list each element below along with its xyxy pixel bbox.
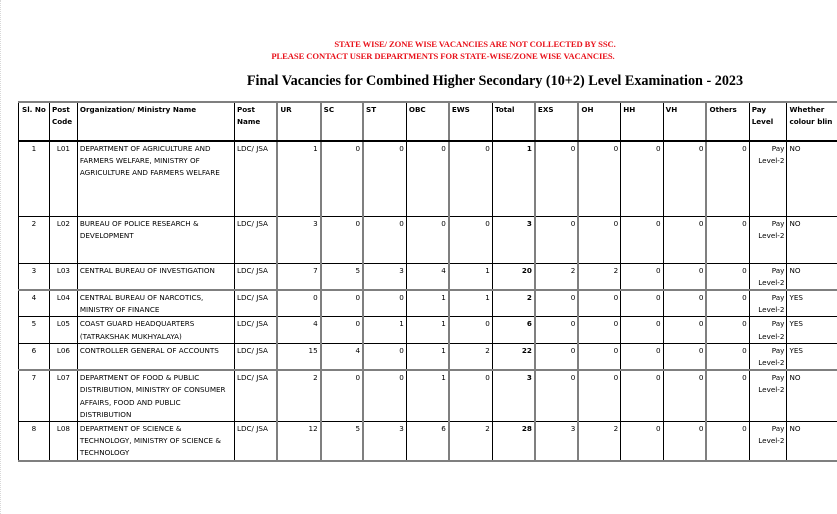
cell-oh: 0 [578, 141, 620, 216]
cell-st: 0 [363, 343, 406, 370]
cell-pay-level: Pay Level-2 [749, 290, 787, 317]
table-row [19, 290, 837, 317]
cell-hh: 0 [621, 343, 663, 370]
cell-organization: DEPARTMENT OF SCIENCE & TECHNOLOGY, MINISTRY OF SCIENCE & TECHNOLOGY [77, 421, 234, 460]
cell-colour-blind: NO [787, 263, 837, 290]
cell-obc: 4 [406, 263, 449, 290]
cell-obc: 1 [406, 343, 449, 370]
cell-ur: 12 [277, 421, 320, 460]
cell-hh: 0 [621, 263, 663, 290]
table-row [19, 421, 837, 460]
cell-obc: 0 [406, 141, 449, 216]
cell-exs: 0 [535, 290, 578, 317]
cell-others: 0 [706, 216, 749, 263]
cell-sc: 0 [321, 141, 363, 216]
header-post-name: Post Name [234, 102, 277, 141]
cell-others: 0 [706, 317, 749, 343]
cell-ews: 2 [449, 343, 493, 370]
cell-total: 22 [492, 343, 535, 370]
cell-post-code: L03 [49, 263, 77, 290]
notice-line-2: PLEASE CONTACT USER DEPARTMENTS FOR STATE-WISE/ZONE WISE VACANCIES. [271, 51, 615, 61]
cell-total: 2 [492, 290, 535, 317]
cell-hh: 0 [621, 141, 663, 216]
cell-post-code: L01 [49, 141, 77, 216]
cell-pay-level: Pay Level-2 [749, 421, 787, 460]
cell-organization: CONTROLLER GENERAL OF ACCOUNTS [77, 343, 234, 370]
cell-colour-blind: NO [787, 141, 837, 216]
cell-sl-no: 5 [19, 317, 50, 343]
cell-hh: 0 [621, 216, 663, 263]
cell-pay-level: Pay Level-2 [749, 141, 787, 216]
cell-obc: 1 [406, 370, 449, 421]
cell-others: 0 [706, 343, 749, 370]
cell-pay-level: Pay Level-2 [749, 263, 787, 290]
cell-ews: 2 [449, 421, 493, 460]
cell-ews: 1 [449, 290, 493, 317]
cell-sc: 4 [321, 343, 363, 370]
cell-others: 0 [706, 263, 749, 290]
cell-vh: 0 [663, 141, 706, 216]
table-row [19, 216, 837, 263]
cell-exs: 2 [535, 263, 578, 290]
cell-obc: 0 [406, 216, 449, 263]
cell-post-code: L06 [49, 343, 77, 370]
cell-hh: 0 [621, 290, 663, 317]
notice-line-1: STATE WISE/ ZONE WISE VACANCIES ARE NOT COLLECTED BY SSC. [334, 39, 616, 49]
cell-total: 3 [492, 216, 535, 263]
cell-vh: 0 [663, 216, 706, 263]
header-oh: OH [578, 102, 620, 141]
header-sc: SC [321, 102, 363, 141]
header-hh: HH [621, 102, 663, 141]
header-st: ST [363, 102, 406, 141]
cell-obc: 1 [406, 317, 449, 343]
cell-sl-no: 7 [19, 370, 50, 421]
cell-pay-level: Pay Level-2 [749, 370, 787, 421]
cell-post-code: L04 [49, 290, 77, 317]
cell-sl-no: 3 [19, 263, 50, 290]
table-row [19, 370, 837, 421]
cell-exs: 0 [535, 343, 578, 370]
cell-others: 0 [706, 141, 749, 216]
header-exs: EXS [535, 102, 578, 141]
cell-st: 3 [363, 263, 406, 290]
cell-vh: 0 [663, 317, 706, 343]
cell-post-code: L07 [49, 370, 77, 421]
table-row [19, 141, 837, 216]
cell-post-name: LDC/ JSA [234, 263, 277, 290]
cell-ur: 4 [277, 317, 320, 343]
cell-sl-no: 8 [19, 421, 50, 460]
cell-others: 0 [706, 421, 749, 460]
cell-post-name: LDC/ JSA [234, 370, 277, 421]
cell-ews: 0 [449, 370, 493, 421]
cell-ews: 0 [449, 216, 493, 263]
cell-organization: CENTRAL BUREAU OF INVESTIGATION [77, 263, 234, 290]
page-edge [0, 0, 3, 514]
cell-exs: 0 [535, 216, 578, 263]
cell-post-name: LDC/ JSA [234, 216, 277, 263]
cell-vh: 0 [663, 343, 706, 370]
cell-sc: 5 [321, 263, 363, 290]
cell-organization: BUREAU OF POLICE RESEARCH & DEVELOPMENT [77, 216, 234, 263]
table-row [19, 317, 837, 343]
cell-oh: 0 [578, 343, 620, 370]
cell-organization: DEPARTMENT OF AGRICULTURE AND FARMERS WELFARE, MINISTRY OF AGRICULTURE AND FARMERS WELFARE [77, 141, 234, 216]
cell-organization: DEPARTMENT OF FOOD & PUBLIC DISTRIBUTION, MINISTRY OF CONSUMER AFFAIRS, FOOD AND PUBLIC DISTRIBUTION [77, 370, 234, 421]
header-pay-level: Pay Level [749, 102, 787, 141]
cell-post-name: LDC/ JSA [234, 421, 277, 460]
cell-sc: 0 [321, 370, 363, 421]
cell-ews: 1 [449, 263, 493, 290]
cell-ur: 15 [277, 343, 320, 370]
cell-vh: 0 [663, 263, 706, 290]
cell-oh: 0 [578, 216, 620, 263]
cell-ur: 7 [277, 263, 320, 290]
cell-post-name: LDC/ JSA [234, 317, 277, 343]
cell-hh: 0 [621, 370, 663, 421]
cell-oh: 0 [578, 370, 620, 421]
cell-sc: 0 [321, 290, 363, 317]
vacancy-table [18, 101, 837, 462]
cell-colour-blind: NO [787, 216, 837, 263]
header-vh: VH [663, 102, 706, 141]
cell-oh: 2 [578, 263, 620, 290]
cell-colour-blind: YES [787, 290, 837, 317]
cell-vh: 0 [663, 290, 706, 317]
cell-ews: 0 [449, 317, 493, 343]
cell-exs: 3 [535, 421, 578, 460]
header-colour-blind: Whether colour blin [787, 102, 837, 141]
cell-hh: 0 [621, 317, 663, 343]
cell-ews: 0 [449, 141, 493, 216]
cell-ur: 1 [277, 141, 320, 216]
cell-post-name: LDC/ JSA [234, 141, 277, 216]
page-title: Final Vacancies for Combined Higher Secondary (10+2) Level Examination - 2023 [246, 73, 744, 89]
header-post-code: Post Code [49, 102, 77, 141]
cell-oh: 0 [578, 290, 620, 317]
cell-pay-level: Pay Level-2 [749, 216, 787, 263]
cell-post-name: LDC/ JSA [234, 343, 277, 370]
cell-total: 1 [492, 141, 535, 216]
cell-sl-no: 6 [19, 343, 50, 370]
cell-colour-blind: YES [787, 343, 837, 370]
cell-pay-level: Pay Level-2 [749, 317, 787, 343]
cell-sc: 0 [321, 216, 363, 263]
cell-st: 3 [363, 421, 406, 460]
cell-hh: 0 [621, 421, 663, 460]
cell-pay-level: Pay Level-2 [749, 343, 787, 370]
cell-sl-no: 2 [19, 216, 50, 263]
cell-obc: 6 [406, 421, 449, 460]
cell-post-name: LDC/ JSA [234, 290, 277, 317]
cell-total: 28 [492, 421, 535, 460]
header-organization: Organization/ Ministry Name [77, 102, 234, 141]
cell-total: 6 [492, 317, 535, 343]
cell-others: 0 [706, 290, 749, 317]
cell-exs: 0 [535, 317, 578, 343]
header-sl-no: Sl. No [19, 102, 50, 141]
cell-total: 20 [492, 263, 535, 290]
header-total: Total [492, 102, 535, 141]
table-header-row [19, 102, 837, 141]
cell-post-code: L02 [49, 216, 77, 263]
cell-organization: CENTRAL BUREAU OF NARCOTICS, MINISTRY OF FINANCE [77, 290, 234, 317]
cell-total: 3 [492, 370, 535, 421]
cell-oh: 2 [578, 421, 620, 460]
table-row [19, 263, 837, 290]
cell-post-code: L08 [49, 421, 77, 460]
header-others: Others [706, 102, 749, 141]
cell-vh: 0 [663, 421, 706, 460]
cell-exs: 0 [535, 370, 578, 421]
cell-sl-no: 1 [19, 141, 50, 216]
cell-st: 0 [363, 216, 406, 263]
cell-obc: 1 [406, 290, 449, 317]
cell-st: 0 [363, 141, 406, 216]
header-ur: UR [277, 102, 320, 141]
cell-oh: 0 [578, 317, 620, 343]
cell-vh: 0 [663, 370, 706, 421]
cell-st: 0 [363, 290, 406, 317]
header-obc: OBC [406, 102, 449, 141]
cell-sc: 0 [321, 317, 363, 343]
cell-others: 0 [706, 370, 749, 421]
cell-exs: 0 [535, 141, 578, 216]
cell-ur: 2 [277, 370, 320, 421]
cell-st: 1 [363, 317, 406, 343]
cell-sc: 5 [321, 421, 363, 460]
cell-colour-blind: NO [787, 370, 837, 421]
cell-organization: COAST GUARD HEADQUARTERS (TATRAKSHAK MUKHYALAYA) [77, 317, 234, 343]
cell-colour-blind: NO [787, 421, 837, 460]
table-row [19, 343, 837, 370]
cell-ur: 0 [277, 290, 320, 317]
header-ews: EWS [449, 102, 493, 141]
cell-ur: 3 [277, 216, 320, 263]
cell-post-code: L05 [49, 317, 77, 343]
cell-st: 0 [363, 370, 406, 421]
cell-sl-no: 4 [19, 290, 50, 317]
cell-colour-blind: YES [787, 317, 837, 343]
